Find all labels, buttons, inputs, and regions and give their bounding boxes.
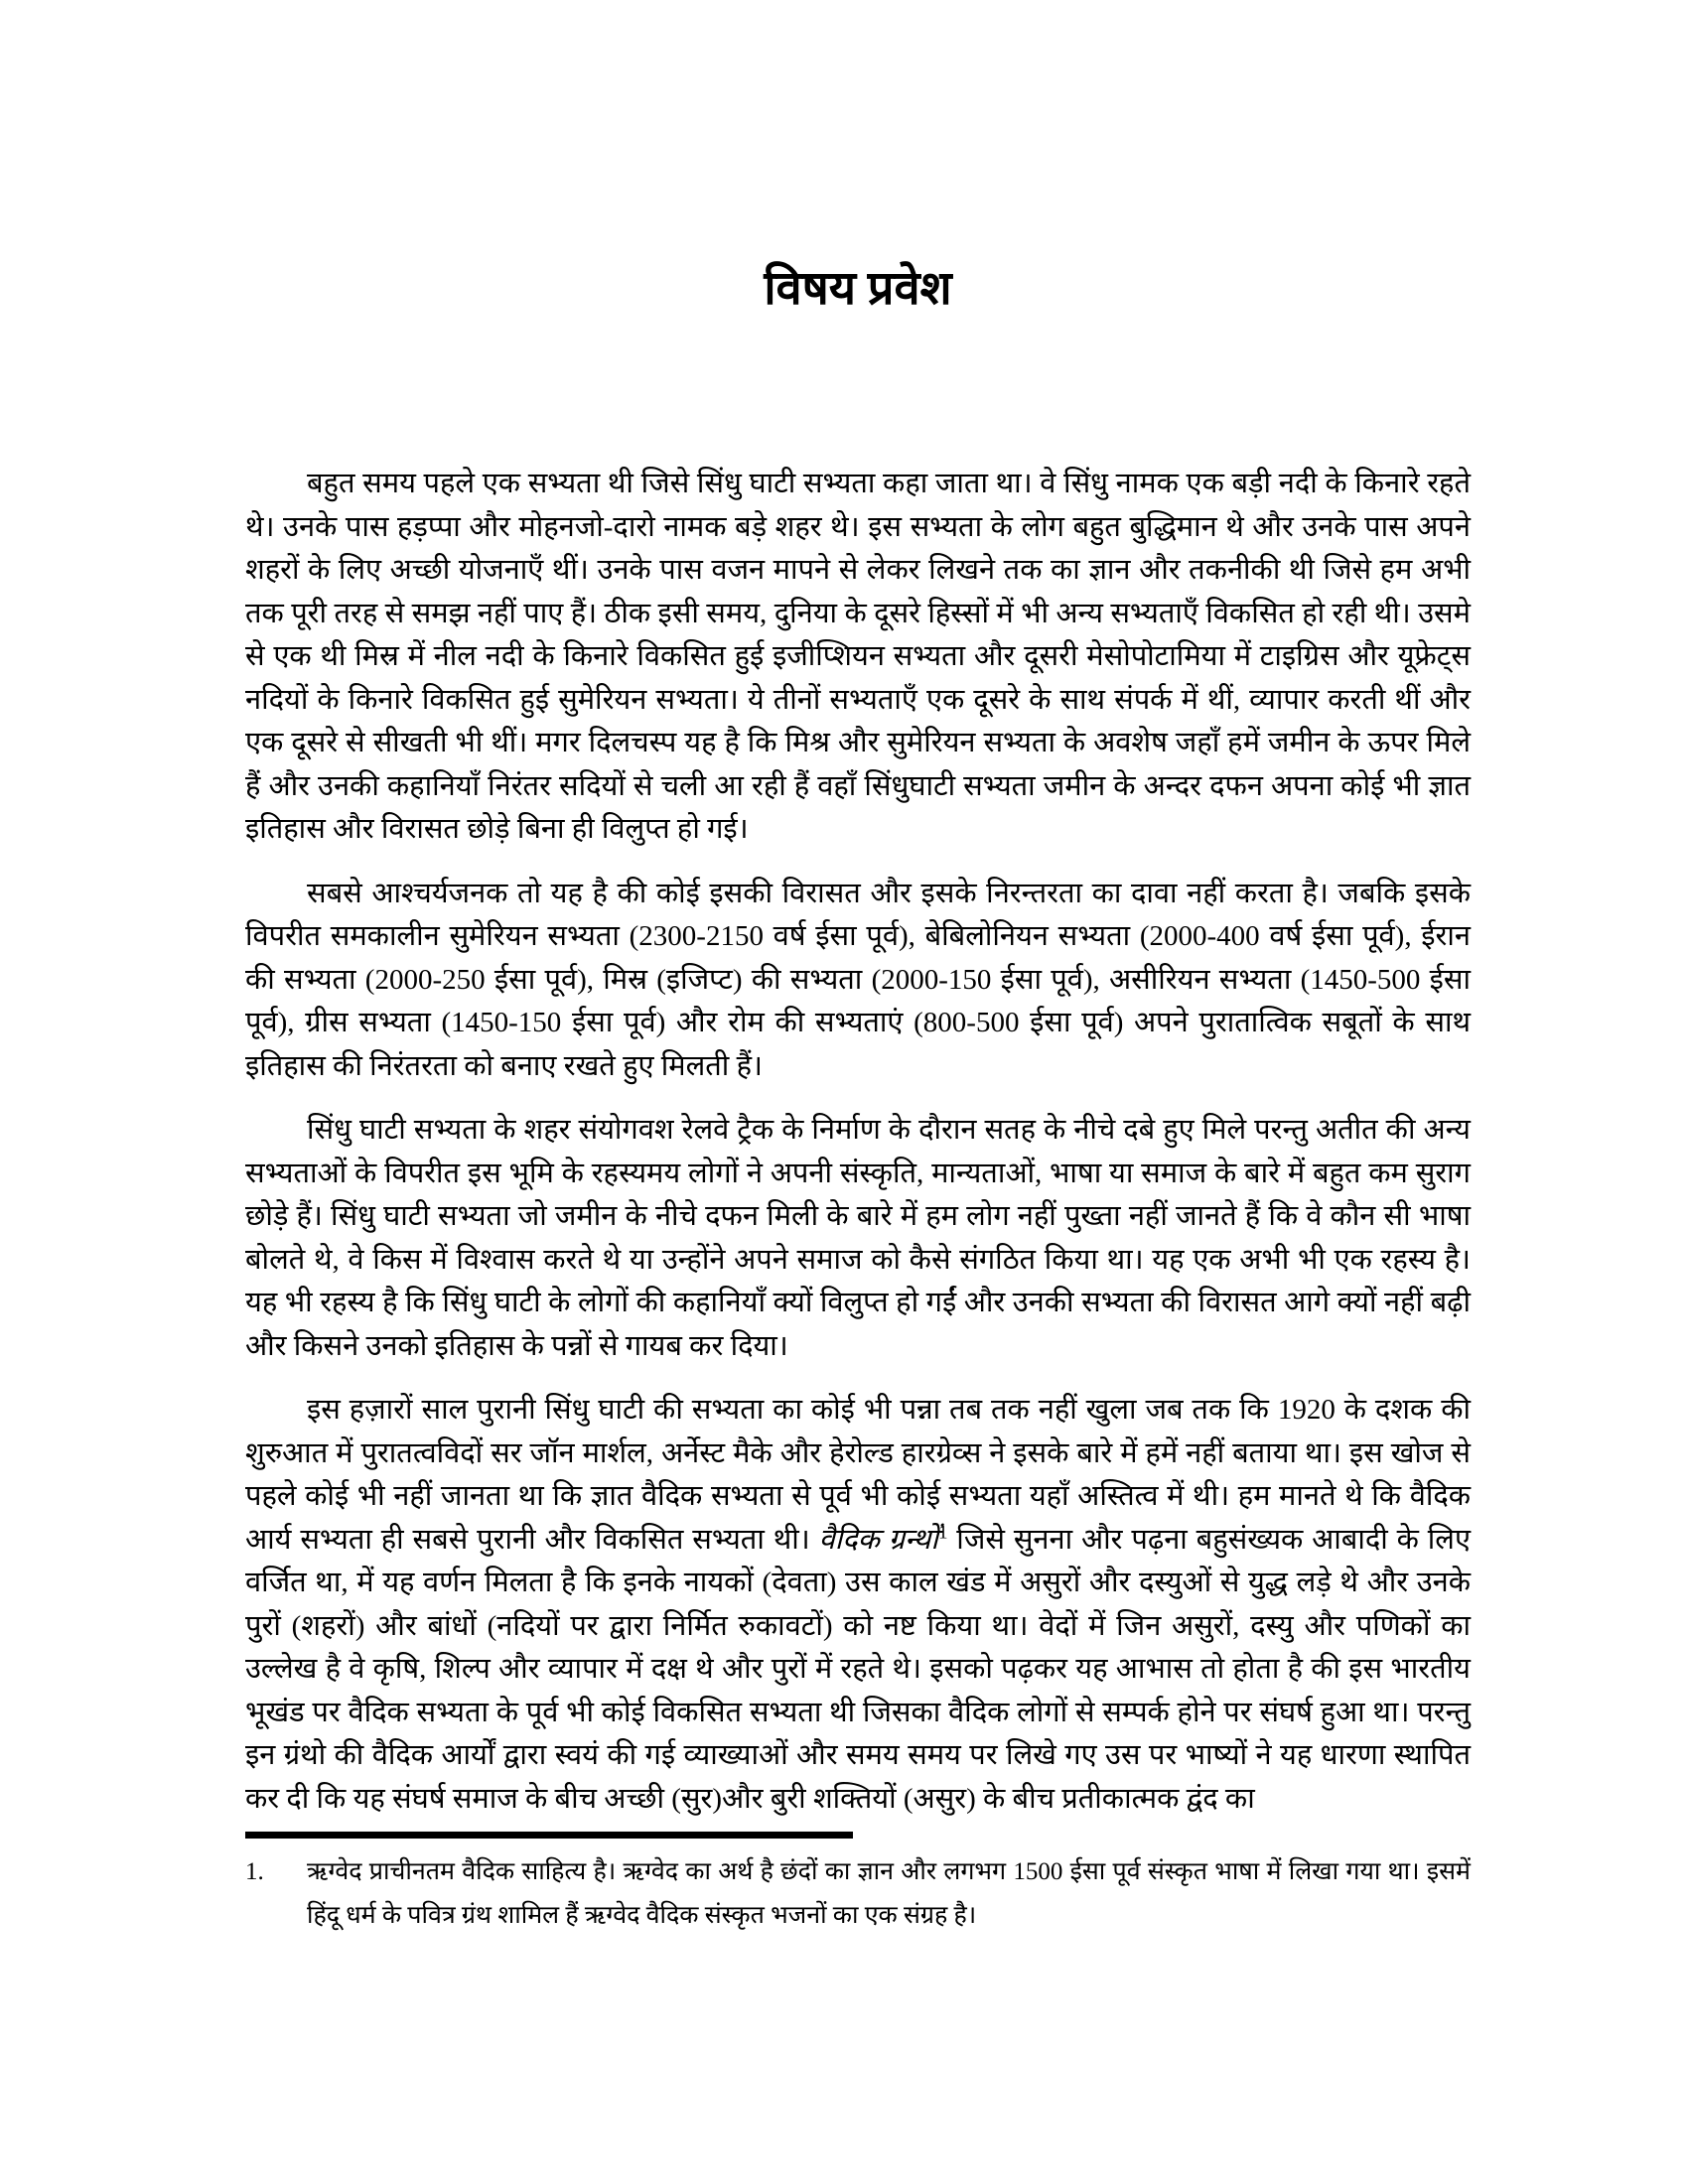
paragraph-text: सिंधु घाटी सभ्यता के शहर संयोगवश रेलवे ट्रैक के निर्माण के दौरान सतह के नीचे दबे हुए मिले परन्तु अतीत की अन्य सभ्यताओं के विपरीत इस भूमि के रहस्यमय लोगों ने अपनी संस्कृति, मान्यताओं, भाषा या समाज के बारे में बहुत कम सुराग छोड़े हैं। सिंधु घाटी सभ्यता जो जमीन के नीचे दफन मिली के बारे में हम लोग नहीं पुख्ता नहीं जानते हैं कि वे कौन सी भाषा बोलते थे, वे किस में विश्वास करते थे या उन्होंने अपने समाज को कैसे संगठित किया था। यह एक अभी भी एक रहस्य है। यह भी रहस्य है कि सिंधु घाटी के लोगों की कहानियाँ क्यों विलुप्त हो गईं और उनकी सभ्यता की विरासत आगे क्यों नहीं बढ़ी और किसने उनको इतिहास के पन्नों से गायब कर दिया।: [245, 1114, 1471, 1362]
footnote-number: 1.: [245, 1858, 264, 1885]
paragraph-text: वैदिक ग्रन्थों: [818, 1523, 938, 1556]
paragraph: [245, 873, 1471, 1089]
footnote-reference: 1: [937, 1521, 948, 1543]
paragraph-text: जिसे सुनना और पढ़ना बहुसंख्यक आबादी के लिए वर्जित था, में यह वर्णन मिलता है कि इनके नायकों (देवता) उस काल खंड में असुरों और दस्युओं से युद्ध लड़े थे और उनके पुरों (शहरों) और बांधों (नदियों पर द्वारा निर्मित रुकावटों) को नष्ट किया था। वेदों में जिन असुरों, दस्यु और पणिकों का उल्लेख है वे कृषि, शिल्प और व्यापार में दक्ष थे और पुरों में रहते थे। इसको पढ़कर यह आभास तो होता है की इस भारतीय भूखंड पर वैदिक सभ्यता के पूर्व भी कोई विकसित सभ्यता थी जिसका वैदिक लोगों से सम्पर्क होने पर संघर्ष हुआ था। परन्तु इन ग्रंथो की वैदिक आर्यों द्वारा स्वयं की गई व्याख्याओं और समय समय पर लिखे गए उस पर भाष्यों ने यह धारणा स्थापित कर दी कि यह संघर्ष समाज के बीच अच्छी (सुर)और बुरी शक्तियों (असुर) के बीच प्रतीकात्मक द्वंद का: [245, 1523, 1472, 1815]
paragraph: [245, 1109, 1471, 1368]
paragraph: [245, 463, 1471, 852]
body-text: [245, 463, 1471, 1821]
footnote-separator: [245, 1832, 853, 1839]
footnote: [245, 1850, 1471, 1938]
page-title: विषय प्रवेश: [764, 263, 952, 315]
paragraph-text: बहुत समय पहले एक सभ्यता थी जिसे सिंधु घाटी सभ्यता कहा जाता था। वे सिंधु नामक एक बड़ी नदी के किनारे रहते थे। उनके पास हड़प्पा और मोहनजो-दारो नामक बड़े शहर थे। इस सभ्यता के लोग बहुत बुद्धिमान थे और उनके पास अपने शहरों के लिए अच्छी योजनाएँ थीं। उनके पास वजन मापने से लेकर लिखने तक का ज्ञान और तकनीकी थी जिसे हम अभी तक पूरी तरह से समझ नहीं पाए हैं। ठीक इसी समय, दुनिया के दूसरे हिस्सों में भी अन्य सभ्यताएँ विकसित हो रही थी। उसमे से एक थी मिस्र में नील नदी के किनारे विकसित हुई इजीप्शियन सभ्यता और दूसरी मेसोपोटामिया में टाइग्रिस और यूफ्रेट्स नदियों के किनारे विकसित हुई सुमेरियन सभ्यता। ये तीनों सभ्यताएँ एक दूसरे के साथ संपर्क में थीं, व्यापार करती थीं और एक दूसरे से सीखती भी थीं। मगर दिलचस्प यह है कि मिश्र और सुमेरियन सभ्यता के अवशेष जहाँ हमें जमीन के ऊपर मिले हैं और उनकी कहानियाँ निरंतर सदियों से चली आ रही हैं वहाँ सिंधुघाटी सभ्यता जमीन के अन्दर दफन अपना कोई भी ज्ञात इतिहास और विरासत छोड़े बिना ही विलुप्त हो गई।: [245, 468, 1471, 845]
paragraph-text: इस हज़ारों साल पुरानी सिंधु घाटी की सभ्यता का कोई भी पन्ना तब तक नहीं खुला जब तक कि 1920 के दशक की शुरुआत में पुरातत्वविदों सर जॉन मार्शल, अर्नेस्ट मैके और हेरोल्ड हारग्रेव्स ने इसके बारे में हमें नहीं बताया था। इस खोज से पहले कोई भी नहीं जानता था कि ज्ञात वैदिक सभ्यता से पूर्व भी कोई सभ्यता यहाँ अस्तित्व में थी। हम मानते थे कि वैदिक आर्य सभ्यता ही सबसे पुरानी और विकसित सभ्यता थी।: [245, 1394, 1471, 1556]
paragraph: [245, 1389, 1471, 1821]
footnote-text: ऋग्वेद प्राचीनतम वैदिक साहित्य है। ऋग्वेद का अर्थ है छंदों का ज्ञान और लगभग 1500 ईसा पूर्व संस्कृत भाषा में लिखा गया था। इसमें हिंदू धर्म के पवित्र ग्रंथ शामिल हैं ऋग्वेद वैदिक संस्कृत भजनों का एक संग्रह है।: [307, 1858, 1471, 1929]
paragraph-text: सबसे आश्चर्यजनक तो यह है की कोई इसकी विरासत और इसके निरन्तरता का दावा नहीं करता है। जबकि इसके विपरीत समकालीन सुमेरियन सभ्यता (2300-2150 वर्ष ईसा पूर्व), बेबिलोनियन सभ्यता (2000-400 वर्ष ईसा पूर्व), ईरान की सभ्यता (2000-250 ईसा पूर्व), मिस्र (इजिप्ट) की सभ्यता (2000-150 ईसा पूर्व), असीरियन सभ्यता (1450-500 ईसा पूर्व), ग्रीस सभ्यता (1450-150 ईसा पूर्व) और रोम की सभ्यताएं (800-500 ईसा पूर्व) अपने पुरातात्विक सबूतों के साथ इतिहास की निरंतरता को बनाए रखते हुए मिलती हैं।: [245, 877, 1471, 1082]
